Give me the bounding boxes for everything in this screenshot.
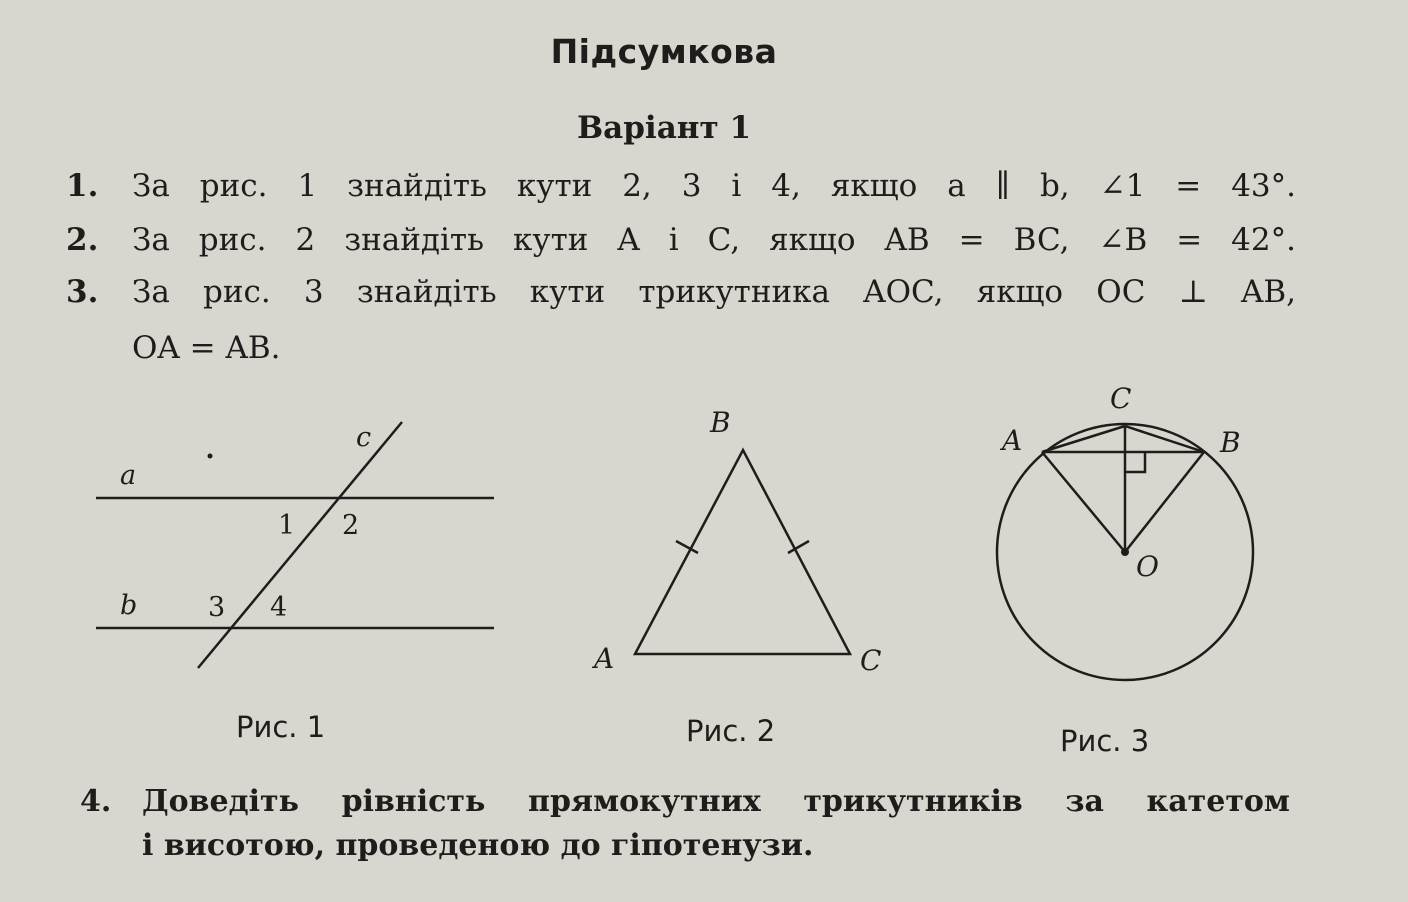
right-angle-mark [1125,452,1145,472]
label-angle-1: 1 [278,510,296,541]
label-vertex-a: A [594,642,615,675]
figure-3 [980,380,1270,730]
problem-3-number: 3. [66,274,99,310]
problem-1 [66,158,1296,214]
problem-4 [80,780,1290,868]
caption-figure-2: Рис. 2 [686,714,776,748]
problem-4-number: 4. [80,784,112,819]
label-line-a: a [120,460,137,491]
label-angle-3: 3 [208,592,226,623]
segment-bo [1125,452,1204,552]
dot-mark [208,454,213,459]
problem-2-number: 2. [66,222,99,258]
label-vertex-c: C [860,644,882,677]
problem-4-text-continued: і висотою, проведеною до гіпотенузи. [142,828,814,863]
label-point-a: A [1002,424,1023,457]
problem-3 [66,264,1296,376]
variant-heading: Варіант 1 [576,110,752,146]
center-point [1121,548,1129,556]
label-point-c: C [1110,382,1132,415]
caption-figure-3: Рис. 3 [1060,724,1150,758]
page-title: Підсумкова [550,32,778,71]
problem-2 [66,212,1296,268]
label-angle-4: 4 [270,592,288,623]
problem-3-text: За рис. 3 знайдіть кути трикутника AOC, якщо OC ⊥ AB, [132,274,1296,310]
label-point-b: B [1220,426,1241,459]
problem-3-text-continued: OA = AB. [132,330,281,366]
problem-4-text: Доведіть рівність прямокутних трикутників за катетом [142,784,1290,819]
figure-2 [590,400,910,690]
triangle-abc [635,450,850,654]
segment-ao [1042,452,1125,552]
label-angle-2: 2 [342,510,360,541]
problem-1-text: За рис. 1 знайдіть кути 2, 3 і 4, якщо a ∥ b, ∠1 = 43°. [132,168,1296,204]
label-point-o: O [1136,550,1159,583]
line-c [198,422,402,668]
label-line-c: c [356,422,372,453]
figure-1 [90,410,510,690]
label-vertex-b: B [710,406,731,439]
problem-2-text: За рис. 2 знайдіть кути A і C, якщо AB = BC, ∠B = 42°. [132,222,1296,258]
problem-1-number: 1. [66,168,99,204]
caption-figure-1: Рис. 1 [236,710,326,744]
label-line-b: b [120,590,138,621]
